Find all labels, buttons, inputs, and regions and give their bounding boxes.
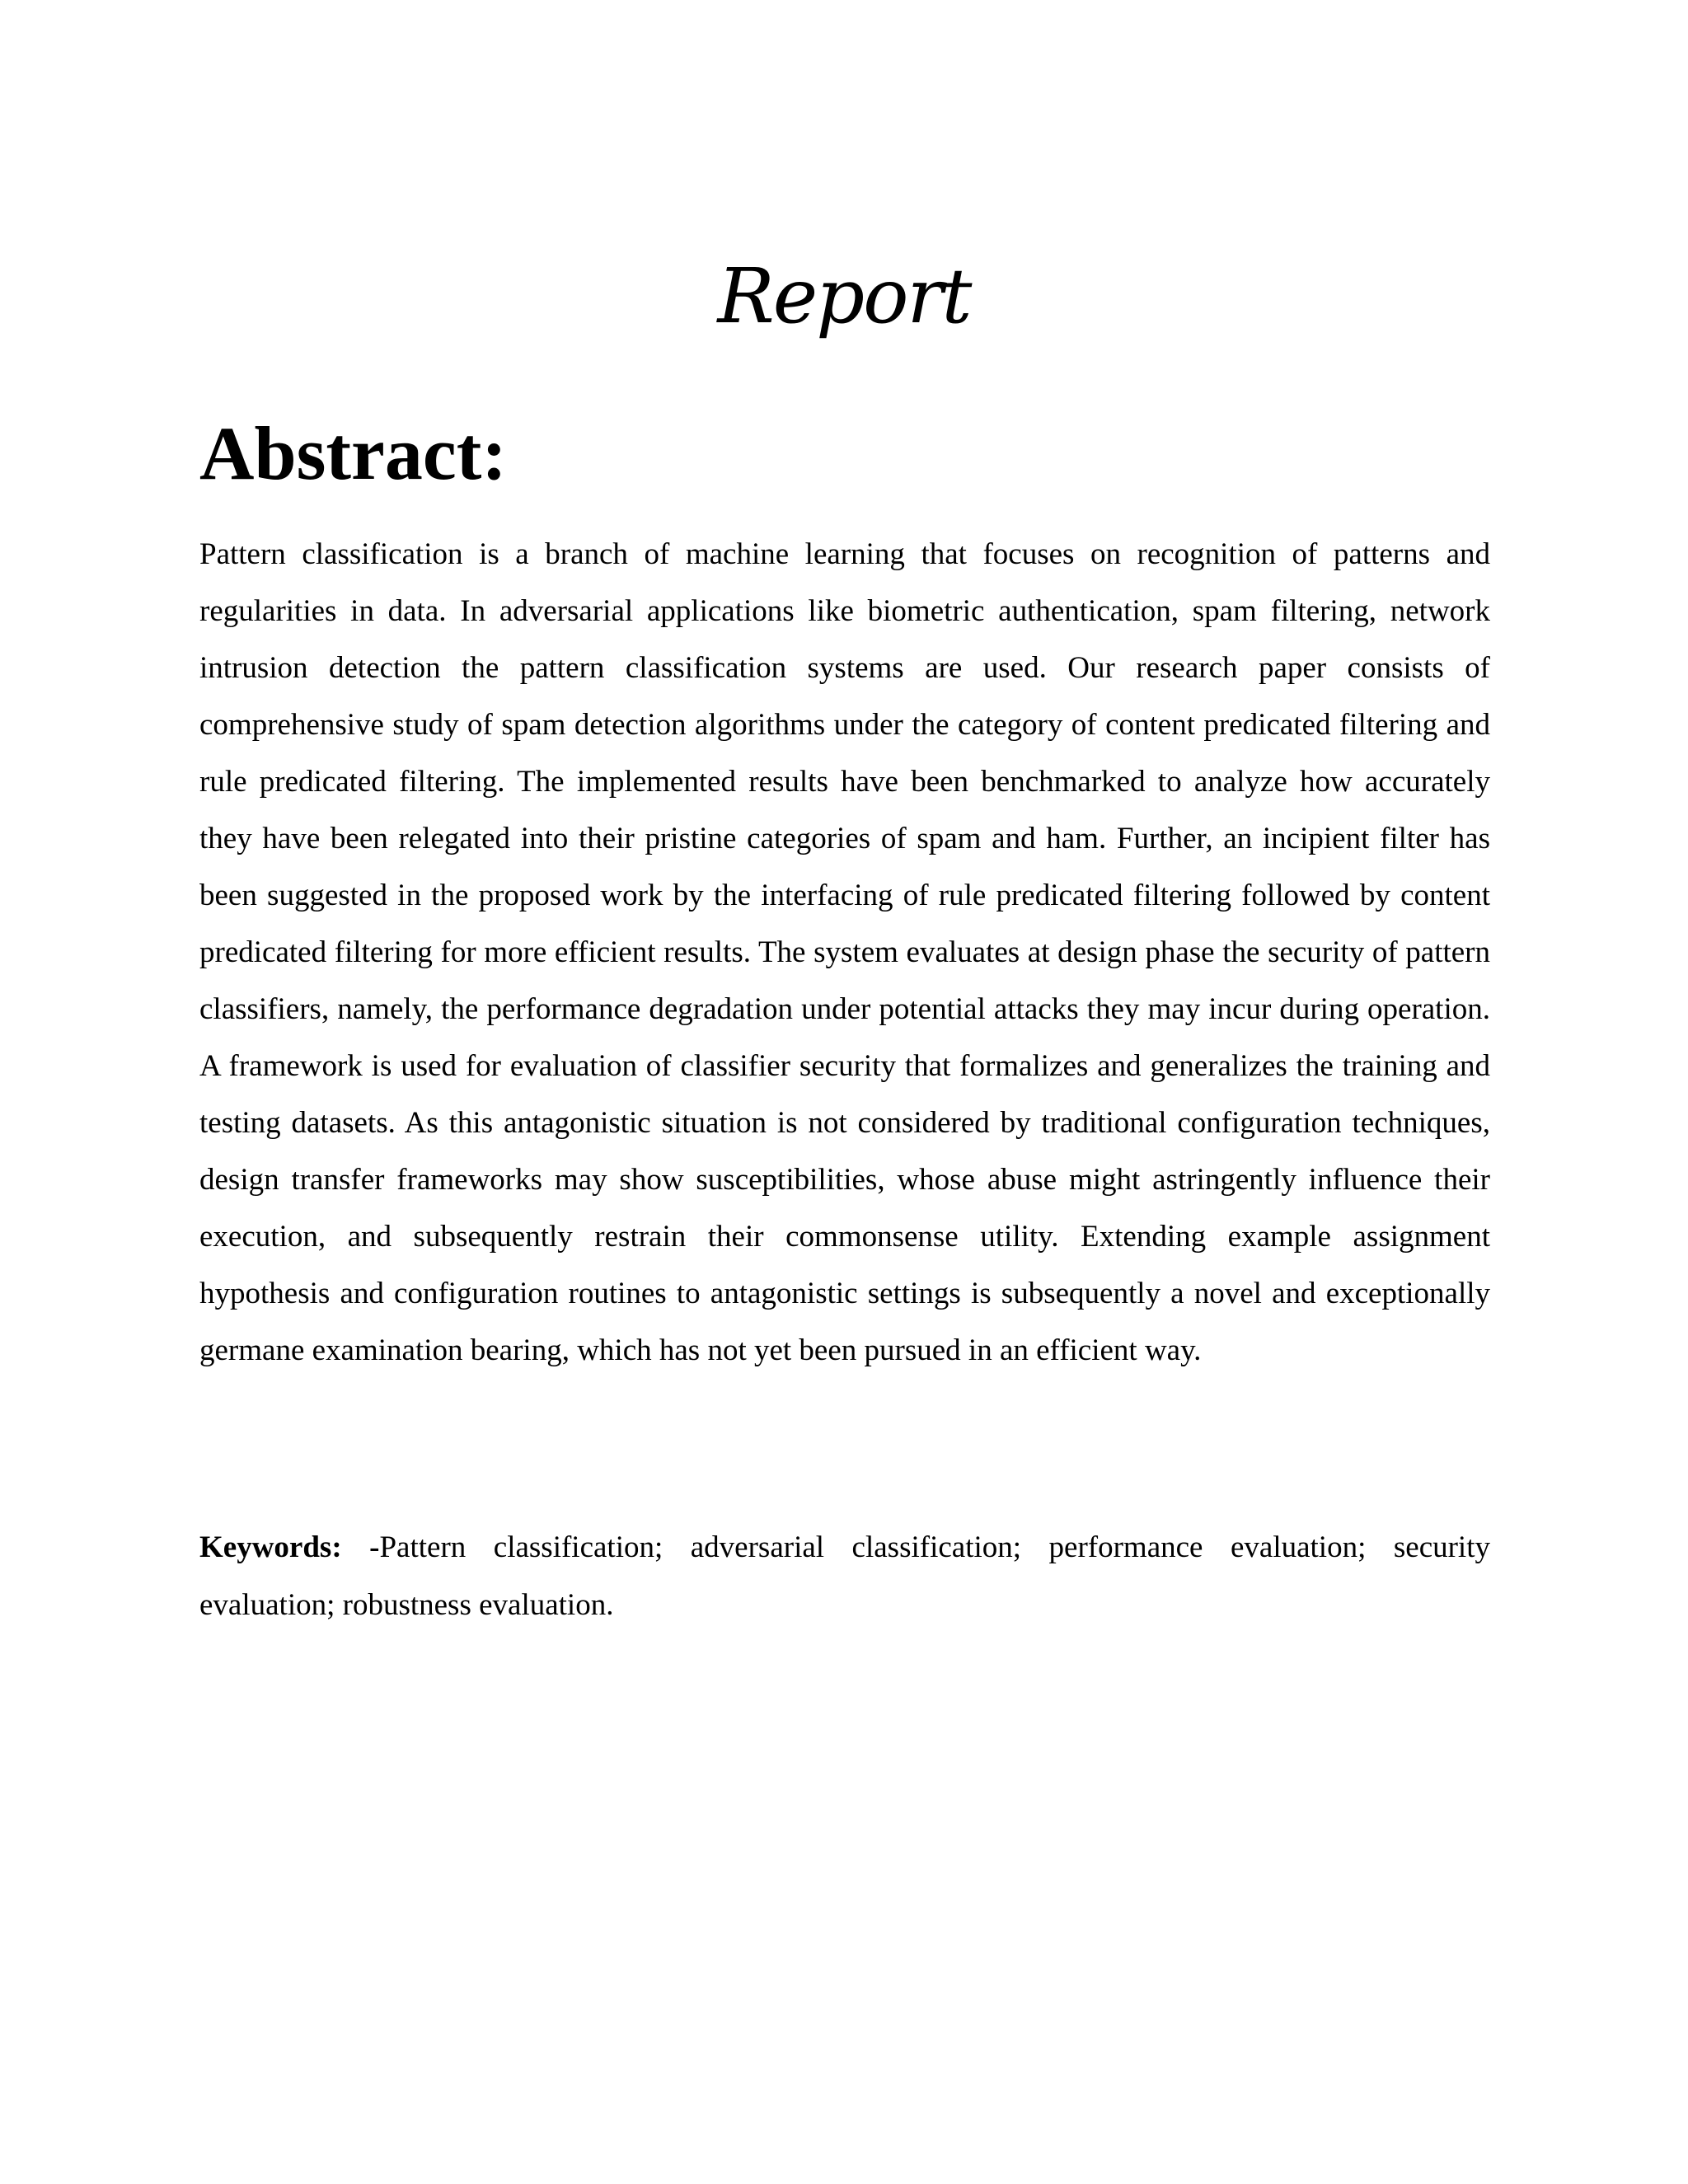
keywords-text: Pattern classification; adversarial classification; performance evaluation; security evaluation; robustness evaluation. bbox=[199, 1530, 1490, 1622]
abstract-heading: Abstract: bbox=[199, 411, 507, 495]
abstract-paragraph: Pattern classification is a branch of machine learning that focuses on recognition of patterns and regularities in data. In adversarial applications like biometric authentication, spam filtering, network intrusion detection the pattern classification systems are used. Our research paper consists of comprehensive study of spam detection algorithms under the category of content predicated filtering and rule predicated filtering. The implemented results have been benchmarked to analyze how accurately they have been relegated into their pristine categories of spam and ham. Further, an incipient filter has been suggested in the proposed work by the interfacing of rule predicated filtering followed by content predicated filtering for more efficient results. The system evaluates at design phase the security of pattern classifiers, namely, the performance degradation under potential attacks they may incur during operation. A framework is used for evaluation of classifier security that formalizes and generalizes the training and testing datasets. As this antagonistic situation is not considered by traditional configuration techniques, design transfer frameworks may show susceptibilities, whose abuse might astringently influence their execution, and subsequently restrain their commonsense utility. Extending example assignment hypothesis and configuration routines to antagonistic settings is subsequently a novel and exceptionally germane examination bearing, which has not yet been pursued in an efficient way. bbox=[199, 537, 1490, 1367]
keywords-paragraph bbox=[199, 1519, 1490, 1634]
keywords-label: Keywords: - bbox=[199, 1530, 380, 1564]
report-title: Report bbox=[717, 252, 971, 340]
